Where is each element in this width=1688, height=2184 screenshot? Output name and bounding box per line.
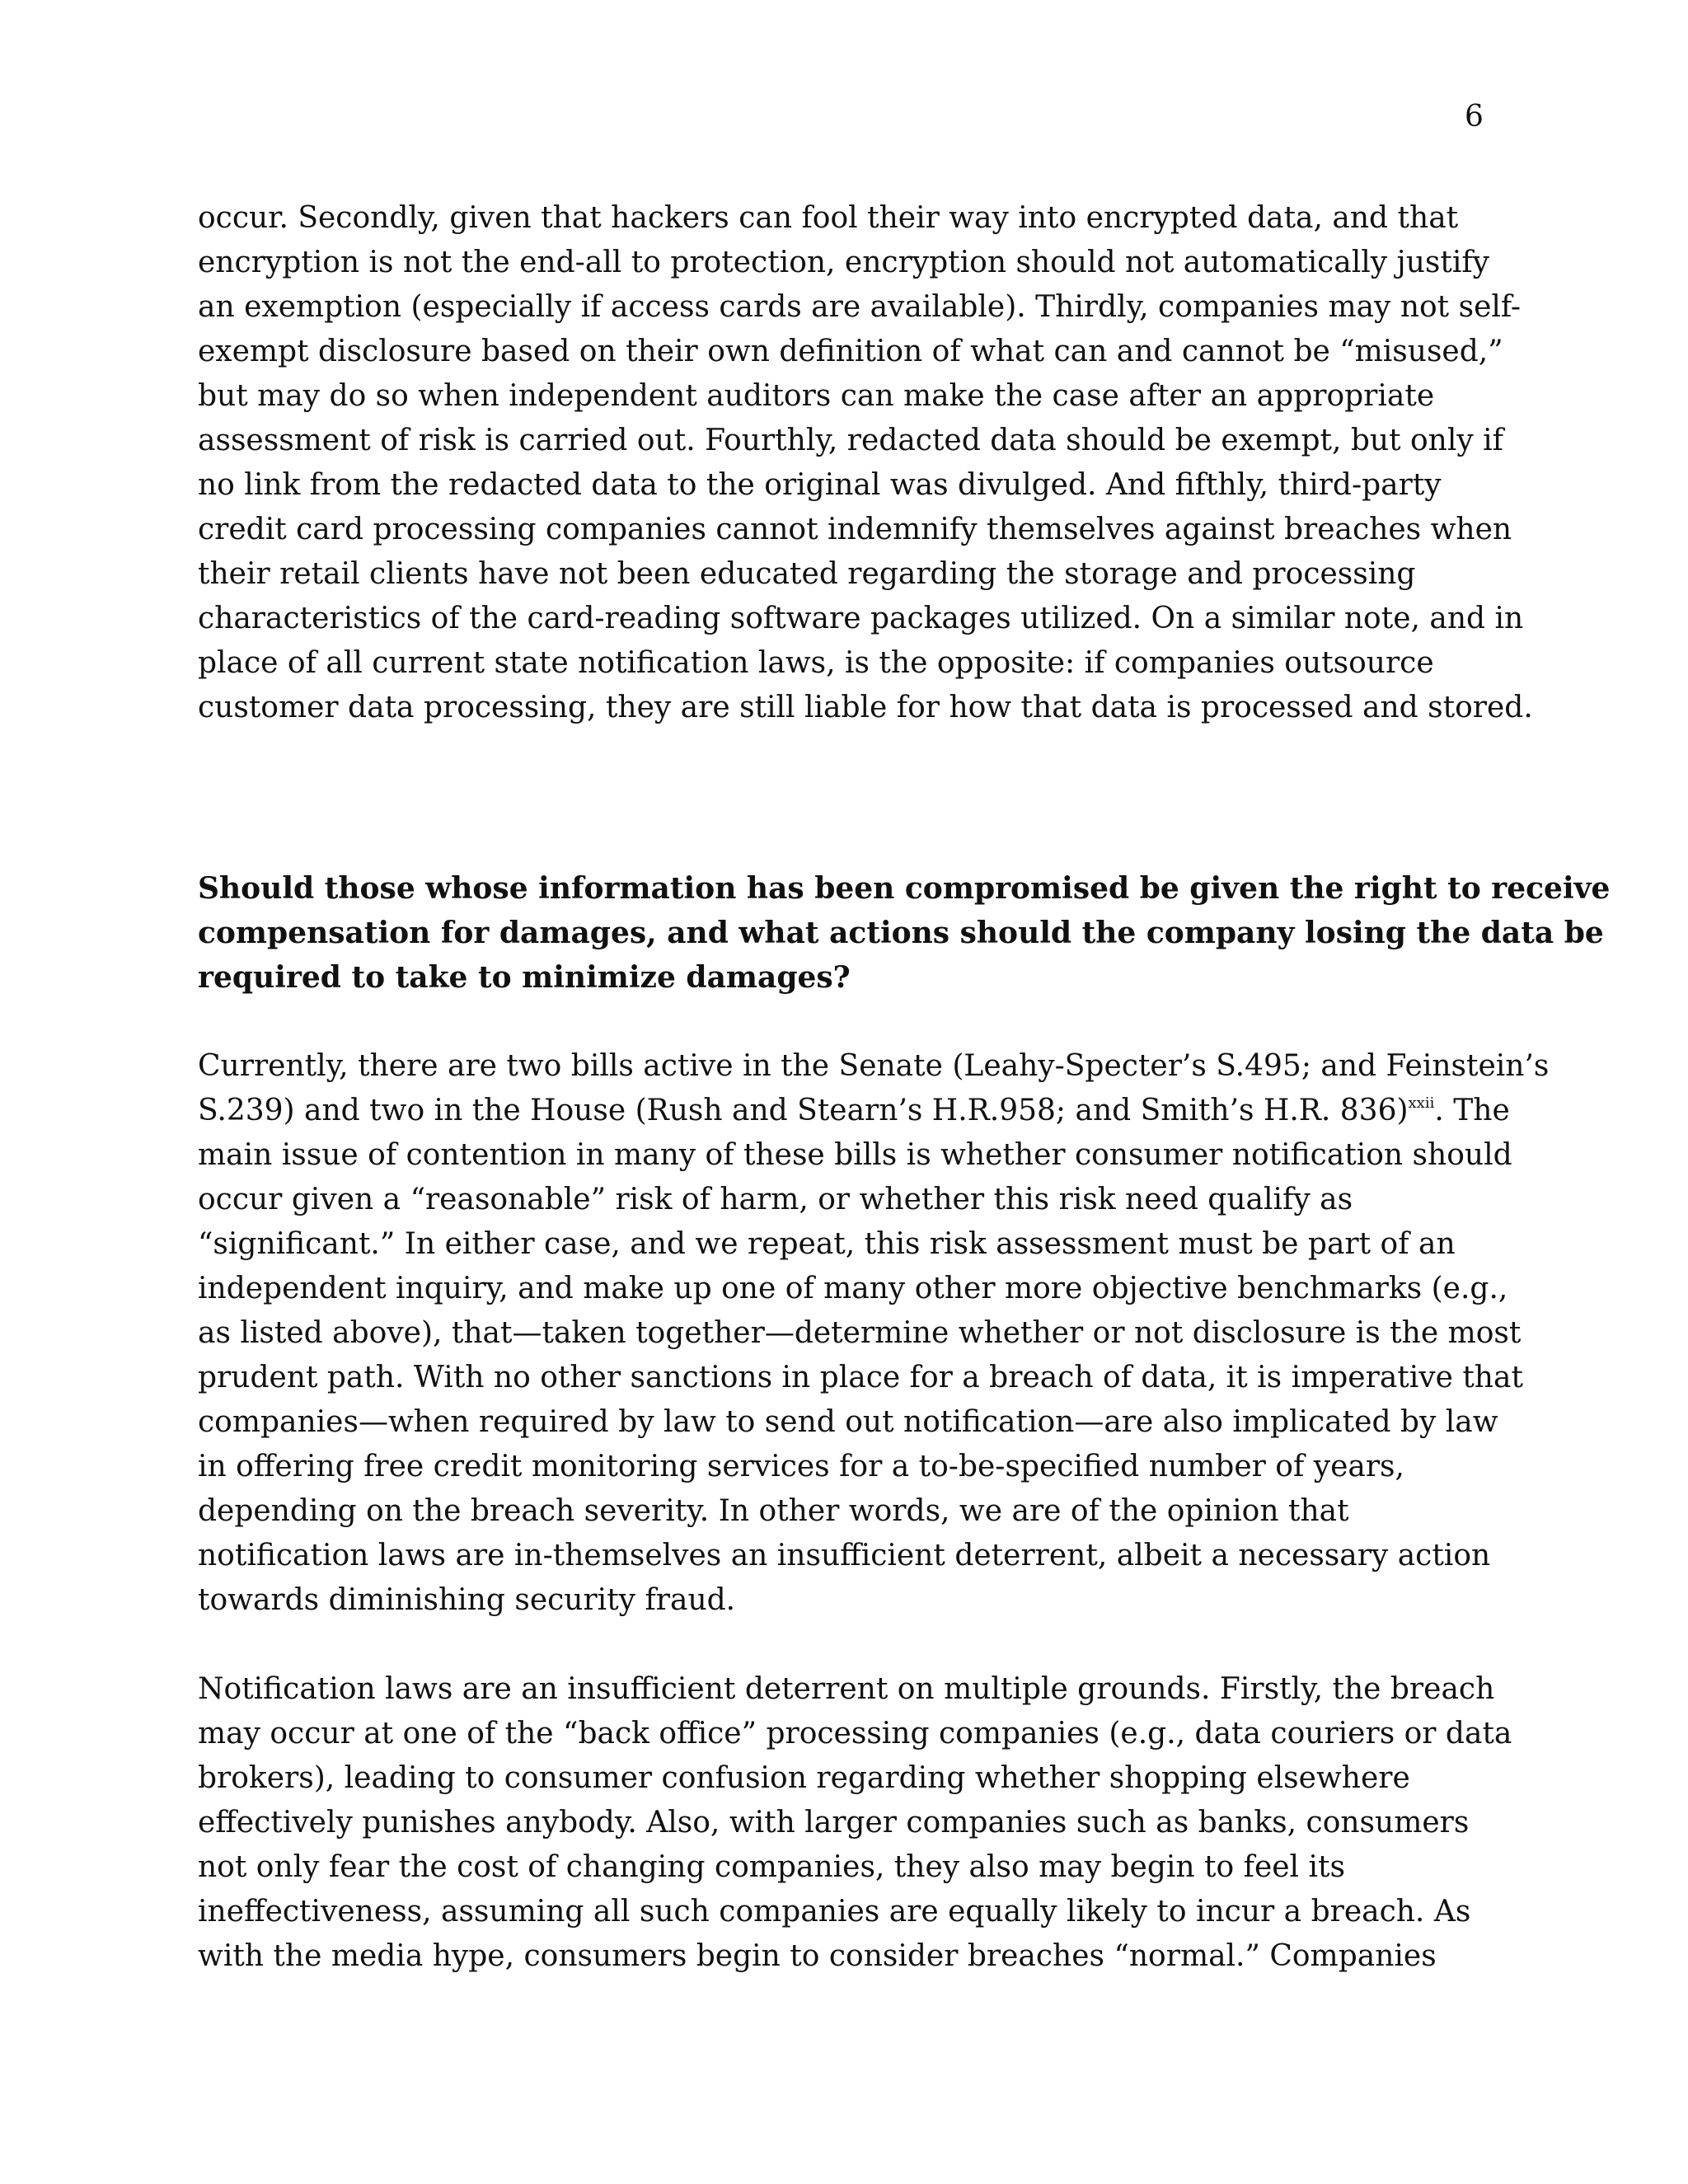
text-line: occur. Secondly, given that hackers can fool their way into encrypted data, and that <box>198 201 1459 235</box>
text-line: Currently, there are two bills active in the Senate (Leahy-Specter’s S.495; and Feinstein’s <box>198 1049 1550 1083</box>
text-line: “significant.” In either case, and we repeat, this risk assessment must be part of an <box>198 1227 1456 1261</box>
text-line: but may do so when independent auditors can make the case after an appropriate <box>198 379 1435 413</box>
text-line: ineffectiveness, assuming all such companies are equally likely to incur a breach. As <box>198 1895 1471 1929</box>
text-line: their retail clients have not been educated regarding the storage and processing <box>198 557 1416 591</box>
page-number: 6 <box>1465 100 1484 134</box>
text-line: Notification laws are an insufficient deterrent on multiple grounds. Firstly, the breach <box>198 1672 1495 1706</box>
text-line: customer data processing, they are still liable for how that data is processed and stored. <box>198 691 1533 724</box>
text-line: independent inquiry, and make up one of many other more objective benchmarks (e.g., <box>198 1272 1508 1305</box>
text-line: brokers), leading to consumer confusion regarding whether shopping elsewhere <box>198 1761 1410 1795</box>
text-line: with the media hype, consumers begin to consider breaches “normal.” Companies <box>198 1939 1437 1973</box>
document-body <box>198 196 1611 1979</box>
text-line: no link from the redacted data to the original was divulged. And fifthly, third-party <box>198 468 1442 502</box>
text-line-with-footnote <box>198 1089 1510 1133</box>
text-line: place of all current state notification laws, is the opposite: if companies outsource <box>198 646 1434 680</box>
text-line: in offering free credit monitoring services for a to-be-specified number of years, <box>198 1450 1404 1483</box>
text-line: an exemption (especially if access cards are available). Thirdly, companies may not self- <box>198 290 1522 324</box>
text-line: as listed above), that—taken together—determine whether or not disclosure is the most <box>198 1316 1522 1350</box>
paragraph-spacer <box>198 1623 1500 1667</box>
text-line: effectively punishes anybody. Also, with larger companies such as banks, consumers <box>198 1806 1470 1840</box>
paragraph-spacer <box>198 1000 1500 1044</box>
paragraph-insufficient-deterrent <box>198 1667 1512 1979</box>
text-segment: . The <box>1434 1094 1510 1127</box>
text-line: main issue of contention in many of these bills is whether consumer notification should <box>198 1138 1512 1172</box>
section-spacer <box>198 730 1500 866</box>
text-line: not only fear the cost of changing companies, they also may begin to feel its <box>198 1850 1345 1884</box>
text-line: depending on the breach severity. In other words, we are of the opinion that <box>198 1494 1349 1528</box>
section-heading <box>198 866 1611 1000</box>
text-line: encryption is not the end-all to protection, encryption should not automatically justify <box>198 246 1490 279</box>
text-line: towards diminishing security fraud. <box>198 1583 736 1617</box>
text-line: exempt disclosure based on their own definition of what can and cannot be “misused,” <box>198 335 1503 368</box>
text-line: companies—when required by law to send out notification—are also implicated by law <box>198 1405 1498 1439</box>
text-line: may occur at one of the “back office” processing companies (e.g., data couriers or data <box>198 1717 1512 1750</box>
heading-line: compensation for damages, and what actions should the company losing the data be <box>198 916 1604 950</box>
footnote-reference: xxii <box>1408 1094 1435 1112</box>
heading-line: Should those whose information has been compromised be given the right to receive <box>198 871 1611 906</box>
text-line: characteristics of the card-reading software packages utilized. On a similar note, and in <box>198 602 1524 635</box>
text-line: assessment of risk is carried out. Fourthly, redacted data should be exempt, but only if <box>198 424 1503 457</box>
text-line: credit card processing companies cannot indemnify themselves against breaches when <box>198 513 1512 546</box>
heading-line: required to take to minimize damages? <box>198 960 851 995</box>
text-line: prudent path. With no other sanctions in place for a breach of data, it is imperative that <box>198 1361 1523 1394</box>
text-line: occur given a “reasonable” risk of harm, or whether this risk need qualify as <box>198 1183 1353 1216</box>
text-line: notification laws are in-themselves an insufficient deterrent, albeit a necessary action <box>198 1539 1491 1572</box>
paragraph-encryption-exemptions <box>198 196 1533 730</box>
paragraph-senate-bills <box>198 1044 1550 1623</box>
text-segment: S.239) and two in the House (Rush and Stearn’s H.R.958; and Smith’s H.R. 836) <box>198 1094 1409 1127</box>
